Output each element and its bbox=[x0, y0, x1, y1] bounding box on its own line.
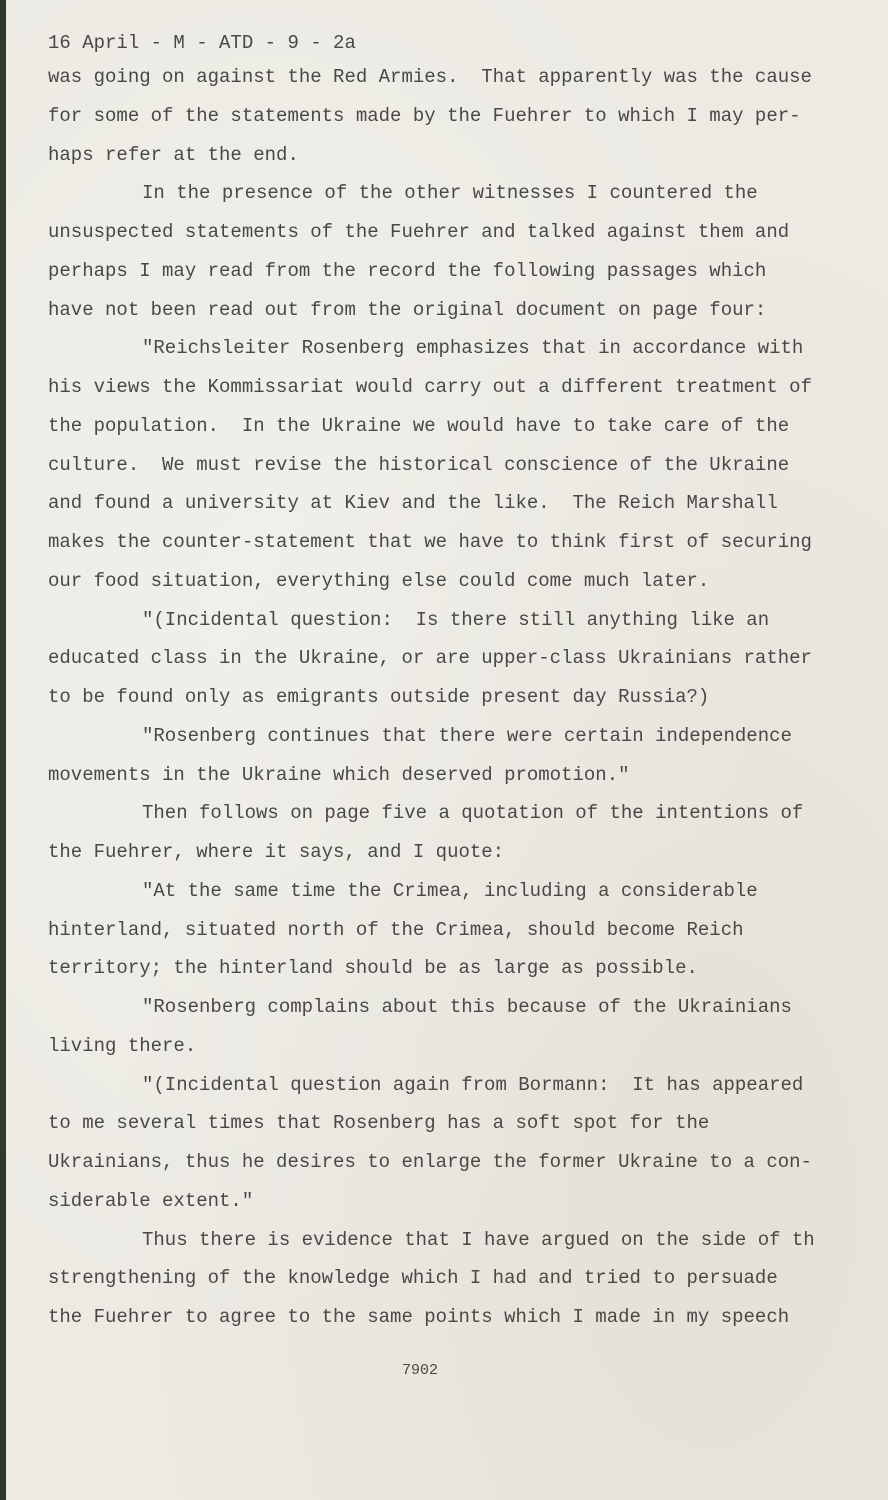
text-line: educated class in the Ukraine, or are upper-class Ukrainians rather bbox=[48, 647, 812, 670]
text-line: territory; the hinterland should be as large as possible. bbox=[48, 957, 698, 980]
text-line: culture. We must revise the historical conscience of the Ukraine bbox=[48, 453, 790, 476]
document-page bbox=[6, 0, 888, 1500]
text-line: living there. bbox=[48, 1034, 197, 1057]
text-line: perhaps I may read from the record the following passages which bbox=[48, 259, 767, 282]
text-line: movements in the Ukraine which deserved promotion." bbox=[48, 763, 630, 786]
text-line: the Fuehrer, where it says, and I quote: bbox=[48, 841, 505, 863]
text-line: hinterland, situated north of the Crimea, should become Reich bbox=[48, 918, 744, 941]
text-line: to be found only as emigrants outside present day Russia?) bbox=[48, 686, 710, 708]
text-line: Thus there is evidence that I have argued on the side of th bbox=[142, 1228, 815, 1251]
text-line: unsuspected statements of the Fuehrer and talked against them and bbox=[48, 221, 790, 243]
text-line: have not been read out from the original document on page four: bbox=[48, 298, 767, 321]
text-line: In the presence of the other witnesses I countered the bbox=[142, 182, 758, 205]
text-line: his views the Kommissariat would carry out a different treatment of bbox=[48, 376, 812, 398]
text-line: "(Incidental question: Is there still anything like an bbox=[142, 608, 770, 631]
text-line: and found a university at Kiev and the like. The Reich Marshall bbox=[48, 492, 778, 515]
page-number: 7902 bbox=[402, 1362, 439, 1379]
text-line: Ukrainians, thus he desires to enlarge the former Ukraine to a con- bbox=[48, 1151, 812, 1173]
text-line: "Reichsleiter Rosenberg emphasizes that in accordance with bbox=[142, 337, 804, 360]
text-line: siderable extent." bbox=[48, 1189, 254, 1212]
text-line: makes the counter-statement that we have to think first of securing bbox=[48, 531, 812, 553]
text-line: to me several times that Rosenberg has a soft spot for the bbox=[48, 1112, 710, 1135]
text-line: our food situation, everything else could come much later. bbox=[48, 569, 710, 592]
text-line: Then follows on page five a quotation of the intentions of bbox=[142, 802, 804, 825]
text-line: "Rosenberg continues that there were certain independence bbox=[142, 724, 792, 747]
text-line: strengthening of the knowledge which I had and tried to persuade bbox=[48, 1267, 778, 1290]
text-line: the Fuehrer to agree to the same points which I made in my speech bbox=[48, 1306, 790, 1328]
text-line: haps refer at the end. bbox=[48, 143, 299, 166]
text-line: "Rosenberg complains about this because of the Ukrainians bbox=[142, 996, 792, 1018]
text-line: "At the same time the Crimea, including a considerable bbox=[142, 879, 758, 902]
text-line: for some of the statements made by the Fuehrer to which I may per- bbox=[48, 104, 801, 127]
text-line: "(Incidental question again from Bormann: It has appeared bbox=[142, 1073, 804, 1096]
text-line: the population. In the Ukraine we would have to take care of the bbox=[48, 414, 790, 437]
page-header: 16 April - M - ATD - 9 - 2a bbox=[48, 32, 356, 54]
text-line: was going on against the Red Armies. That apparently was the cause bbox=[48, 66, 812, 88]
